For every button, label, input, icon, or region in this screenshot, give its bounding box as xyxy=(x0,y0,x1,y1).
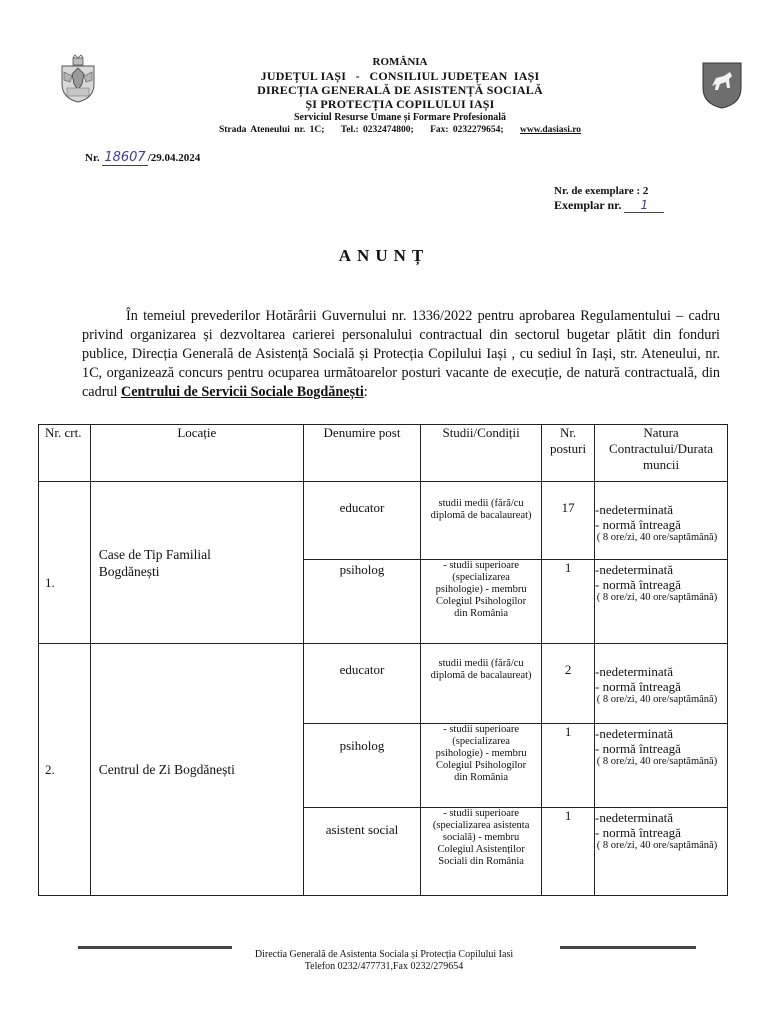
row-nature: -nedeterminată - normă întreagă ( 8 ore/zi, 40 ore/saptămână) xyxy=(595,560,728,644)
row-count: 2 xyxy=(542,644,595,724)
center-name-highlight: Centrului de Servicii Sociale Bogdănești xyxy=(121,384,364,400)
table-row xyxy=(39,644,728,724)
row-count: 1 xyxy=(542,560,595,644)
row-nature: -nedeterminată - normă întreagă ( 8 ore/zi, 40 ore/saptămână) xyxy=(595,808,728,896)
country-name: ROMÂNIA xyxy=(372,56,428,68)
row-location: Case de Tip Familial Bogdănești xyxy=(90,482,303,644)
row-studies: - studii superioare (specializarea asistenta socială) - membru Colegiul Asistenților Sociali din România xyxy=(421,808,542,896)
row-location: Centrul de Zi Bogdănești xyxy=(90,644,303,896)
registration-date: /29.04.2024 xyxy=(147,152,201,164)
row-studies: - studii superioare (specializarea psihologie) - membru Colegiul Psihologilor din România xyxy=(421,560,542,644)
row-studies: studii medii (fără/cu diplomă de bacalaureat) xyxy=(421,482,542,560)
page-footer xyxy=(0,949,768,973)
table-row xyxy=(39,482,728,560)
copies-info xyxy=(554,184,664,213)
row-nature: -nedeterminată - normă întreagă ( 8 ore/zi, 40 ore/saptămână) xyxy=(595,644,728,724)
service-name: Serviciul Resurse Umane și Formare Profesională xyxy=(293,112,507,123)
iasi-county-coat-of-arms-icon xyxy=(700,60,744,115)
row-post: educator xyxy=(303,482,420,560)
row-post: asistent social xyxy=(303,808,420,896)
header-nr: Nr. crt. xyxy=(39,425,91,482)
fax: Fax: 0232279654; xyxy=(430,125,504,135)
contact-line xyxy=(150,124,650,137)
row-count: 17 xyxy=(542,482,595,560)
phone: Tel.: 0232474800; xyxy=(340,125,414,135)
copies-count: Nr. de exemplare : 2 xyxy=(554,185,649,197)
table-header-row xyxy=(39,425,728,482)
header-nature: Natura Contractului/Durata muncii xyxy=(595,425,728,482)
copy-label: Exemplar nr. xyxy=(554,198,622,212)
row-nr: 1. xyxy=(39,482,91,644)
row-studies: studii medii (fără/cu diplomă de bacalaureat) xyxy=(421,644,542,724)
header-studies: Studii/Condiții xyxy=(421,425,542,482)
row-count: 1 xyxy=(542,808,595,896)
institution-header xyxy=(150,56,650,137)
row-nature: -nedeterminată - normă întreagă ( 8 ore/zi, 40 ore/saptămână) xyxy=(595,724,728,808)
document-title: ANUNȚ xyxy=(338,246,430,265)
directorate-line-1: DIRECȚIA GENERALĂ DE ASISTENȚĂ SOCIALĂ xyxy=(257,83,543,97)
website-link[interactable]: www.dasiasi.ro xyxy=(519,125,582,135)
row-nr: 2. xyxy=(39,644,91,896)
footer-institution: Directia Generală de Asistenta Sociala și Protecția Copilului Iasi xyxy=(254,949,514,960)
copy-number: 1 xyxy=(624,198,664,213)
announcement-paragraph: În temeiul prevederilor Hotărârii Guvernului nr. 1336/2022 pentru aprobarea Regulamentului – cadru privind organizarea și dezvoltarea carierei personalului contractual din sectorul bugetar plătit din fonduri publice, Direcția Generală de Asistență Socială și Protecția Copilului Iași , cu sediul în Iași, str. Ateneului, nr. 1C, organizează concurs pentru ocuparea următoarelor posturi vacante de execuție, de natură contractuală, din cadrul Centrului de Servicii Sociale Bogdănești: xyxy=(82,308,720,400)
header-post: Denumire post xyxy=(303,425,420,482)
row-count: 1 xyxy=(542,724,595,808)
row-nature: -nedeterminată - normă întreagă ( 8 ore/zi, 40 ore/saptămână) xyxy=(595,482,728,560)
row-post: psiholog xyxy=(303,560,420,644)
header-count: Nr. posturi xyxy=(542,425,595,482)
county-line: JUDEȚUL IAȘI - CONSILIUL JUDEȚEAN IAȘI xyxy=(260,69,540,83)
footer-contact: Telefon 0232/477731,Fax 0232/279654 xyxy=(304,961,464,972)
row-post: psiholog xyxy=(303,724,420,808)
registration-number: Nr. 18607 /29.04.2024 xyxy=(85,150,201,165)
romania-coat-of-arms-icon xyxy=(58,54,98,109)
row-studies: - studii superioare (specializarea psihologie) - membru Colegiul Psihologilor din România xyxy=(421,724,542,808)
row-post: educator xyxy=(303,644,420,724)
address: Strada Ateneului nr. 1C; xyxy=(218,125,325,135)
vacancies-table xyxy=(38,424,728,896)
header-location: Locație xyxy=(90,425,303,482)
handwritten-number: 18607 xyxy=(104,150,146,165)
directorate-line-2: ȘI PROTECȚIA COPILULUI IAȘI xyxy=(305,97,495,111)
